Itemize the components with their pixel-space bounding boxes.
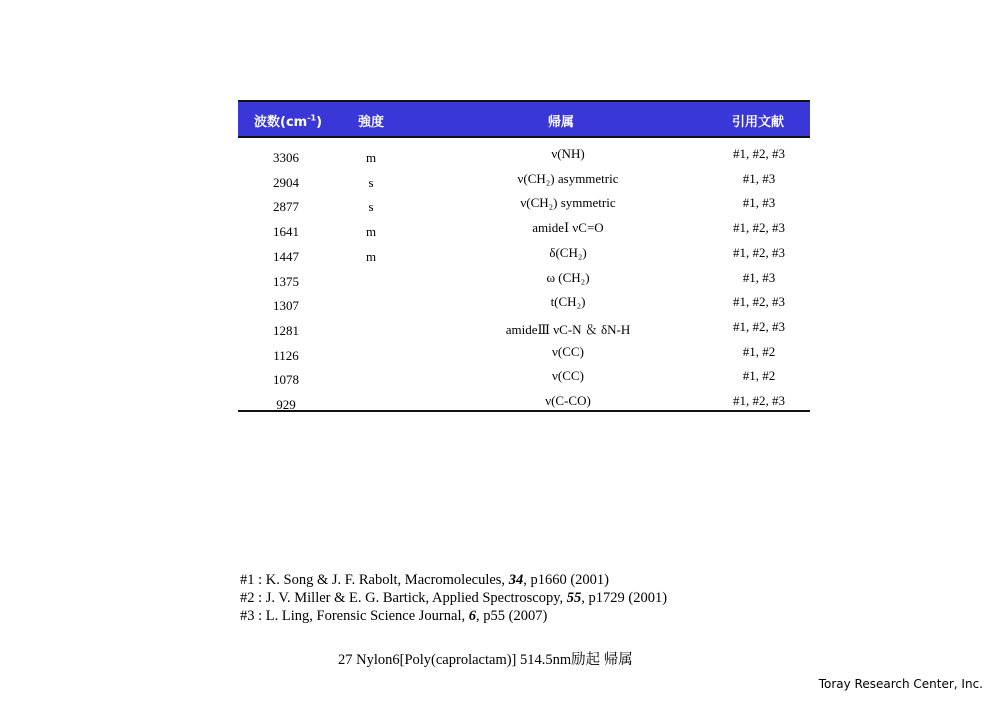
cell-wavenumber: 1281 [273,322,299,338]
header-wavenumber-close: ) [316,115,323,130]
cell-refs: #1, #2, #3 [733,318,785,334]
reference-pages: , p1660 (2001) [523,572,609,588]
table-row [238,393,810,413]
cell-wavenumber: 929 [276,397,296,412]
reference-volume: 6 [468,608,476,624]
cell-refs: #1, #2, #3 [733,220,785,236]
cell-assignment: ω (CH₂) [546,269,590,285]
cell-intensity: m [365,150,377,165]
header-reference: 引用文献 [732,115,785,130]
table-row [238,220,810,240]
cell-assignment: ν(CC) [552,368,584,384]
cell-refs: #1, #2 [742,368,776,384]
reference-text: #1 : K. Song & J. F. Rabolt, Macromolecules, [240,572,509,588]
assignment-table [238,100,810,412]
table-row [238,344,810,364]
table-body [238,138,810,412]
cell-intensity: s [368,199,374,215]
reference-volume: 34 [508,572,524,588]
cell-wavenumber: 2904 [273,174,299,190]
cell-refs: #1, #3 [742,170,776,186]
cell-assignment: amideⅠ νC=O [532,220,604,236]
table-row [238,368,810,388]
cell-assignment: δ(CH₂) [549,244,587,260]
cell-assignment: ν(C-CO) [545,393,591,408]
table-row [238,294,810,314]
cell-wavenumber: 3306 [273,150,299,165]
reference-item [240,607,667,625]
table-row [238,245,810,265]
cell-refs: #1, #2, #3 [733,393,785,408]
cell-assignment: ν(NH) [551,146,585,161]
cell-wavenumber: 1126 [273,347,299,363]
company-name: Toray Research Center, Inc. [818,677,983,691]
table-row [238,270,810,290]
cell-refs: #1, #2, #3 [733,244,785,260]
cell-refs: #1, #3 [742,269,776,285]
cell-wavenumber: 1307 [273,298,299,314]
header-wavenumber [254,111,322,130]
header-wavenumber-sup: -1 [307,113,317,123]
reference-pages: , p1729 (2001) [581,590,668,606]
reference-item [240,571,667,589]
cell-intensity: s [368,174,374,190]
cell-assignment: t(CH₂) [550,294,586,310]
cell-refs: #1, #2, #3 [733,146,785,161]
header-assignment: 帰属 [548,115,575,130]
cell-wavenumber: 2877 [273,199,299,215]
table-row [238,195,810,215]
cell-wavenumber: 1641 [273,224,299,240]
cell-wavenumber: 1375 [273,273,299,289]
reference-pages: , p55 (2007) [475,608,548,624]
cell-refs: #1, #2 [742,343,776,359]
cell-wavenumber: 1447 [273,248,299,264]
cell-assignment: amideⅢ νC-N ＆ δN-H [505,321,631,337]
cell-refs: #1, #3 [742,195,776,211]
slide-caption: 27 Nylon6[Poly(caprolactam)] 514.5nm励起 帰属 [338,652,633,668]
reference-text: #3 : L. Ling, Forensic Science Journal, [240,608,469,624]
cell-assignment: ν(CH₂) symmetric [520,195,616,211]
reference-volume: 55 [566,590,582,606]
table-header [238,100,810,138]
cell-intensity: m [365,248,377,264]
cell-wavenumber: 1078 [273,372,299,388]
header-wavenumber-text: 波数(cm [254,115,308,130]
reference-list [240,571,667,625]
table-row [238,171,810,191]
table-row [238,146,810,166]
reference-text: #2 : J. V. Miller & E. G. Bartick, Applied Spectroscopy, [240,590,567,606]
cell-assignment: ν(CH₂) asymmetric [517,170,619,186]
cell-intensity: m [365,224,377,240]
table-row [238,319,810,339]
cell-assignment: ν(CC) [552,343,584,359]
header-intensity: 強度 [358,115,385,130]
reference-item [240,589,667,607]
cell-refs: #1, #2, #3 [733,294,785,310]
